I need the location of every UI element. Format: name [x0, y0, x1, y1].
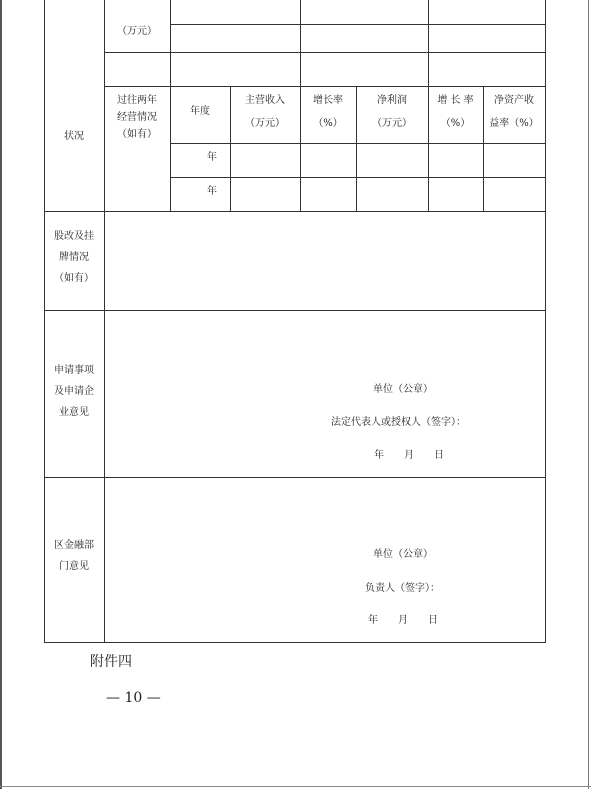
attachment-title: 附件四 — [90, 654, 132, 670]
rule — [170, 143, 545, 144]
header-roe-line-2: 益率（%） — [489, 118, 539, 129]
year-row-1-label: 年 — [207, 152, 217, 163]
header-revenue-line-1: 主营收入 — [245, 95, 285, 106]
district-seal: 单位（公章） — [373, 549, 433, 560]
header-year: 年度 — [190, 106, 210, 117]
applicant-date: 年 月 日 — [374, 450, 444, 461]
page-edge-left — [0, 0, 2, 789]
rule — [545, 0, 546, 643]
rule — [170, 177, 545, 178]
header-profit-line-2: （万元） — [372, 118, 412, 129]
status-label: 状况 — [64, 131, 84, 142]
header-profit-growth-line-1: 增 长 率 — [437, 95, 474, 106]
district-date: 年 月 日 — [368, 615, 438, 626]
applicant-label-line-1: 申请事项 — [54, 365, 94, 376]
past-two-years-line-1: 过往两年 — [117, 95, 157, 106]
header-revenue-line-2: （万元） — [245, 118, 285, 129]
header-profit-line-1: 净利润 — [377, 95, 407, 106]
year-row-2-label: 年 — [207, 186, 217, 197]
header-growth-line-1: 增长率 — [313, 95, 343, 106]
rule — [44, 477, 545, 478]
district-person-signature: 负责人（签字）： — [365, 583, 440, 594]
unit-label: （万元） — [117, 26, 157, 37]
applicant-representative-signature: 法定代表人或授权人（签字）： — [331, 417, 466, 428]
page-number: — 10 — — [106, 690, 161, 706]
page-edge-bottom — [0, 786, 591, 787]
district-label-line-2: 门意见 — [59, 561, 89, 572]
past-two-years-line-2: 经营情况 — [117, 112, 157, 123]
past-two-years-line-3: （如有） — [117, 129, 157, 140]
equity-label-line-2: 牌情况 — [59, 252, 89, 263]
applicant-label-line-2: 及申请企 — [54, 386, 94, 397]
rule — [44, 642, 545, 643]
header-roe-line-1: 净资产收 — [494, 95, 534, 106]
header-profit-growth-line-2: （%） — [440, 118, 471, 129]
district-label-line-1: 区金融部 — [54, 540, 94, 551]
page-edge-right — [588, 0, 589, 789]
equity-label-line-3: （如有） — [54, 273, 94, 284]
rule — [170, 24, 545, 25]
rule — [44, 211, 545, 212]
applicant-label-line-3: 业意见 — [59, 407, 89, 418]
header-growth-line-2: （%） — [313, 118, 343, 129]
applicant-seal: 单位（公章） — [373, 384, 433, 395]
equity-label-line-1: 股改及挂 — [54, 231, 94, 242]
rule — [44, 310, 545, 311]
